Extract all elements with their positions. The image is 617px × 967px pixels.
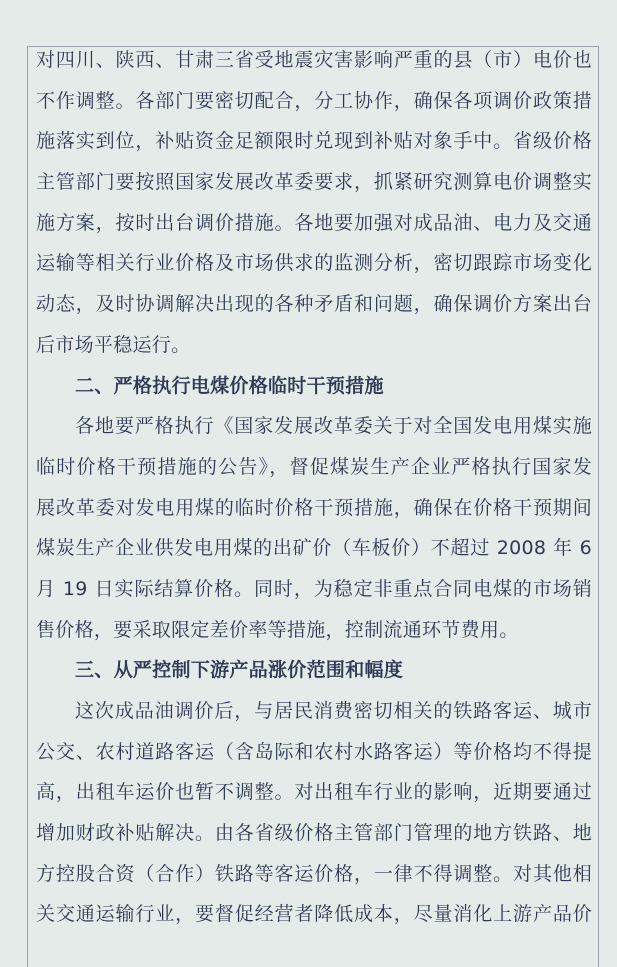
section-heading bbox=[36, 650, 592, 691]
paragraph bbox=[36, 406, 592, 650]
section-heading bbox=[36, 366, 592, 407]
text-line: 施方案，按时出台调价措施。各地要加强对成品油、电力及交通 bbox=[36, 211, 592, 234]
document-body bbox=[36, 40, 592, 935]
text-line: 方控股合资（合作）铁路等客运价格，一律不得调整。对其他相 bbox=[36, 862, 592, 885]
text-line: 施落实到位，补贴资金足额限时兑现到补贴对象手中。省级价格 bbox=[36, 130, 592, 153]
paragraph bbox=[36, 40, 592, 366]
text-line: 动态，及时协调解决出现的各种矛盾和问题，确保调价方案出台 bbox=[36, 293, 592, 316]
paragraph bbox=[36, 691, 592, 935]
text-line: 展改革委对发电用煤的临时价格干预措施，确保在价格干预期间 bbox=[36, 496, 592, 519]
text-line: 月 19 日实际结算价格。同时，为稳定非重点合同电煤的市场销 bbox=[36, 577, 592, 600]
text-line: 售价格，要采取限定差价率等措施，控制流通环节费用。 bbox=[36, 618, 519, 641]
text-line: 高，出租车运价也暂不调整。对出租车行业的影响，近期要通过 bbox=[36, 781, 592, 804]
text-line: 运输等相关行业价格及市场供求的监测分析，密切跟踪市场变化 bbox=[36, 252, 592, 275]
text-line: 这次成品油调价后，与居民消费密切相关的铁路客运、城市 bbox=[75, 700, 592, 722]
text-line: 主管部门要按照国家发展改革委要求，抓紧研究测算电价调整实 bbox=[36, 171, 592, 194]
text-line: 二、严格执行电煤价格临时干预措施 bbox=[75, 374, 384, 397]
text-line: 关交通运输行业，要督促经营者降低成本，尽量消化上游产品价 bbox=[36, 903, 592, 926]
text-line: 后市场平稳运行。 bbox=[36, 333, 191, 356]
text-line: 对四川、陕西、甘肃三省受地震灾害影响严重的县（市）电价也 bbox=[36, 49, 592, 71]
text-line: 公交、农村道路客运（含岛际和农村水路客运）等价格均不得提 bbox=[36, 740, 592, 763]
text-line: 不作调整。各部门要密切配合，分工协作，确保各项调价政策措 bbox=[36, 89, 592, 112]
text-line: 增加财政补贴解决。由各省级价格主管部门管理的地方铁路、地 bbox=[36, 822, 592, 845]
text-line: 三、从严控制下游产品涨价范围和幅度 bbox=[75, 659, 404, 682]
text-line: 临时价格干预措施的公告》，督促煤炭生产企业严格执行国家发 bbox=[36, 455, 592, 478]
text-line: 各地要严格执行《国家发展改革委关于对全国发电用煤实施 bbox=[75, 415, 592, 438]
text-line: 煤炭生产企业供发电用煤的出矿价（车板价）不超过 2008 年 6 bbox=[36, 537, 592, 560]
